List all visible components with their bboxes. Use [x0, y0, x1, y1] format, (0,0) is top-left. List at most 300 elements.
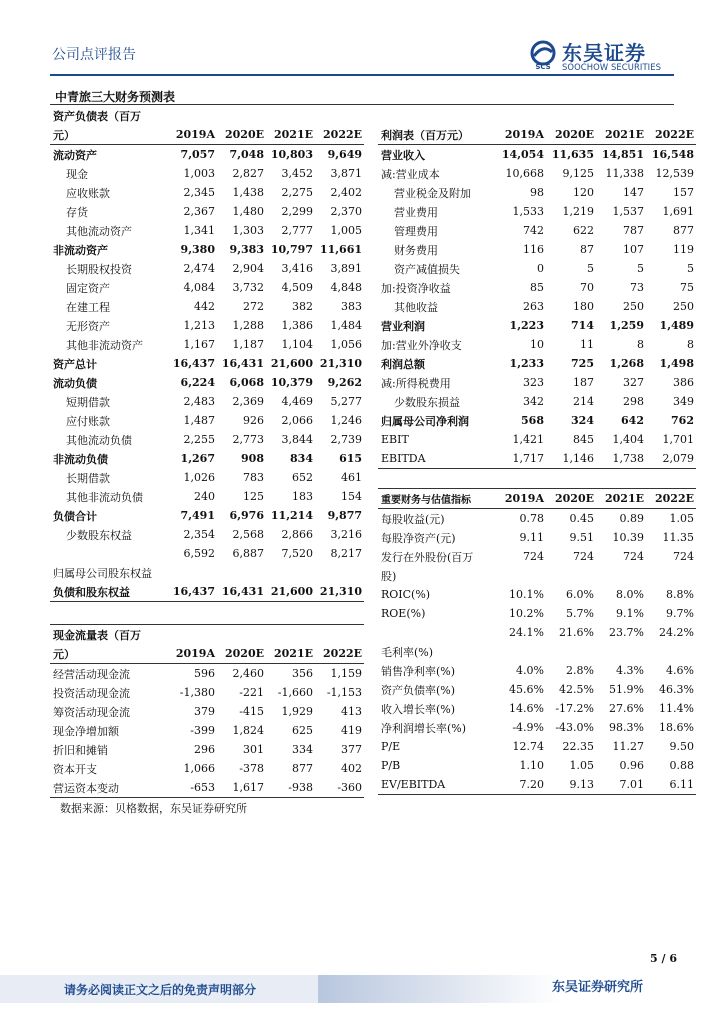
cell-value: 2,079 [646, 449, 696, 469]
row-label: 流动负债 [53, 376, 97, 390]
cell-value [315, 563, 364, 582]
table-row [378, 547, 696, 566]
cell-value: 8 [687, 338, 694, 351]
table-row [50, 297, 364, 316]
row-label: 每股净资产(元) [381, 531, 456, 545]
cell-value: 240 [194, 490, 215, 503]
cell-value: 725 [571, 357, 594, 370]
cell-value: 11,214 [270, 509, 313, 522]
cell-value: 1,246 [330, 414, 363, 427]
cell-value: 107 [623, 243, 644, 256]
row-label: 非流动负债 [53, 452, 108, 466]
cell-value: 4,848 [330, 281, 363, 294]
cell-value: 834 [290, 452, 313, 465]
cell-value: -1,660 [277, 686, 313, 699]
cell-value: 3,871 [330, 167, 363, 180]
cell-value: 1,005 [330, 224, 363, 237]
cell-value: 296 [194, 743, 215, 756]
row-label: 少数股东权益 [66, 528, 132, 542]
cell-value: 10,379 [270, 376, 313, 389]
cell-value: 16,437 [168, 582, 217, 602]
cell-value: 1,404 [612, 433, 644, 446]
cell-value: 349 [673, 395, 694, 408]
cell-value: 724 [523, 550, 544, 563]
cell-value: 323 [523, 376, 544, 389]
row-label: 财务费用 [394, 243, 438, 257]
table-row [378, 430, 696, 449]
cell-value: 2,904 [232, 262, 264, 275]
cell-value: 0.89 [619, 512, 644, 525]
row-label: 非流动资产 [53, 243, 108, 257]
cell-value: 4,084 [183, 281, 215, 294]
table-row [378, 145, 696, 165]
cell-value: 908 [241, 452, 264, 465]
cell-value: 14,054 [501, 148, 544, 161]
cell-value: 596 [194, 667, 215, 680]
table-row [50, 202, 364, 221]
cell-value: 1.05 [669, 512, 694, 525]
cell-value: 2,827 [232, 167, 264, 180]
cell-value: 327 [623, 376, 644, 389]
cell-value: 622 [573, 224, 594, 237]
row-label: 存货 [66, 205, 88, 219]
cell-value: 75 [680, 281, 694, 294]
table-row [50, 392, 364, 411]
table-row [50, 740, 364, 759]
row-label: 其他收益 [394, 300, 438, 314]
cell-value: 272 [243, 300, 264, 313]
cell-value: 11.4% [659, 702, 694, 715]
cell-value: 2,370 [330, 205, 363, 218]
table-row [50, 278, 364, 297]
cell-value: 9,262 [327, 376, 363, 389]
cell-value: 21,310 [319, 357, 363, 370]
year-header: 2021E [596, 489, 646, 509]
cash-flow-title-cont: 元） [50, 644, 168, 664]
cell-value: 73 [630, 281, 644, 294]
cell-value: 3,216 [330, 528, 363, 541]
cell-value: 3,844 [281, 433, 313, 446]
row-label: 现金净增加额 [53, 724, 119, 738]
year-header: 2022E [315, 644, 364, 664]
row-label [50, 544, 168, 563]
table-row [378, 585, 696, 604]
row-label: 营业收入 [381, 148, 425, 162]
cell-value: 9,380 [180, 243, 215, 256]
cell-value: 250 [623, 300, 644, 313]
cell-value: 7,491 [180, 509, 215, 522]
row-label: EBITDA [378, 449, 496, 469]
year-header: 2021E [596, 125, 646, 145]
table-row [378, 509, 696, 529]
income-statement-title: 利润表（百万元） [378, 125, 496, 145]
cell-value: 116 [523, 243, 544, 256]
cell-value: 652 [292, 471, 313, 484]
cell-value: 119 [673, 243, 694, 256]
cell-value: 1,487 [183, 414, 215, 427]
cell-value: 10 [530, 338, 544, 351]
year-header: 2020E [546, 125, 596, 145]
table-row [378, 240, 696, 259]
cell-value: 21,600 [270, 357, 313, 370]
cell-value: 4.6% [666, 664, 694, 677]
title-divider [50, 104, 674, 105]
cell-value: 180 [573, 300, 594, 313]
cell-value: 1,056 [330, 338, 363, 351]
header-divider [50, 74, 674, 76]
cell-value: 762 [671, 414, 694, 427]
cell-value: 11.27 [612, 740, 644, 753]
cell-value: 23.7% [609, 626, 644, 639]
cell-value [168, 563, 217, 582]
cell-value: -4.9% [512, 721, 544, 734]
row-label: 现金 [66, 167, 88, 181]
row-label: 减:营业成本 [381, 167, 440, 181]
row-label: 营业税金及附加 [394, 186, 471, 200]
cell-value: 377 [341, 743, 363, 756]
cell-value: 187 [573, 376, 594, 389]
table-row [378, 604, 696, 623]
table-row [378, 642, 696, 661]
cell-value: 1,386 [281, 319, 313, 332]
cell-value: 9.1% [616, 607, 644, 620]
table-row [378, 316, 696, 335]
cell-value: 2,367 [183, 205, 215, 218]
cell-value: 7.20 [496, 775, 546, 795]
table-row [50, 544, 364, 563]
cell-value: 1,223 [509, 319, 544, 332]
row-label: 营业费用 [394, 205, 438, 219]
cell-value: 1,484 [330, 319, 363, 332]
row-label: 应付账款 [66, 414, 110, 428]
cell-value: 9.13 [546, 775, 596, 795]
cell-value: 10,797 [270, 243, 313, 256]
cell-value: 4,509 [281, 281, 313, 294]
cell-value: 324 [571, 414, 594, 427]
table-row [50, 778, 364, 798]
table-row [50, 582, 364, 602]
cell-value: 2,773 [232, 433, 264, 446]
table-row [50, 145, 364, 165]
cell-value: 442 [194, 300, 215, 313]
cell-value: 16,431 [221, 357, 264, 370]
cell-value: 2,474 [183, 262, 215, 275]
row-label: 少数股东损益 [394, 395, 460, 409]
row-label: 负债合计 [53, 509, 97, 523]
row-label: 其他非流动资产 [66, 338, 143, 352]
cell-value: 1,489 [659, 319, 694, 332]
cell-value: 8.0% [616, 588, 644, 601]
cell-value: 10.1% [509, 588, 544, 601]
cell-value: 3,452 [281, 167, 313, 180]
table-row [50, 683, 364, 702]
cell-value: 120 [573, 186, 594, 199]
cell-value: -938 [266, 778, 315, 798]
logo-mark-text: SCS [535, 63, 551, 70]
cash-flow-table [50, 624, 364, 798]
cell-value: 724 [673, 550, 694, 563]
cell-value: 342 [523, 395, 544, 408]
cell-value: 16,548 [651, 148, 694, 161]
cell-value: 5.7% [566, 607, 594, 620]
row-label: 折旧和摊销 [53, 743, 108, 757]
cell-value [646, 566, 696, 585]
cell-value: 10.39 [612, 531, 644, 544]
cell-value: 356 [292, 667, 313, 680]
table-row [50, 506, 364, 525]
cell-value: 21,310 [315, 582, 364, 602]
cell-value: 382 [292, 300, 313, 313]
cell-value: 625 [292, 724, 313, 737]
cell-value: 0.88 [669, 759, 694, 772]
row-label: 其他非流动负债 [66, 490, 143, 504]
cell-value: 21.6% [559, 626, 594, 639]
cell-value: 6,068 [229, 376, 264, 389]
row-label: 销售净利率(%) [381, 664, 456, 678]
cell-value: 845 [573, 433, 594, 446]
cell-value: 0.96 [619, 759, 644, 772]
cell-value: 125 [243, 490, 264, 503]
cell-value: 2,866 [281, 528, 313, 541]
table-row [50, 430, 364, 449]
cell-value: 10,803 [270, 148, 313, 161]
cell-value: 6,887 [232, 547, 264, 560]
cell-value [496, 566, 546, 585]
cell-value: 85 [530, 281, 544, 294]
table-row [50, 411, 364, 430]
cell-value: 1,233 [509, 357, 544, 370]
cell-value: 3,891 [330, 262, 363, 275]
year-header: 2019A [496, 125, 546, 145]
cell-value: 11.35 [662, 531, 694, 544]
table-row [378, 718, 696, 737]
table-row [50, 183, 364, 202]
row-label: EBIT [381, 433, 409, 446]
table-row [378, 297, 696, 316]
cell-value: 46.3% [659, 683, 694, 696]
cell-value: -221 [239, 686, 264, 699]
cell-value: 1,341 [183, 224, 215, 237]
table-row [50, 354, 364, 373]
cell-value: 714 [571, 319, 594, 332]
cell-value: 5 [637, 262, 644, 275]
cell-value: 2,460 [232, 667, 264, 680]
cell-value: 2,777 [281, 224, 313, 237]
cell-value: -399 [190, 724, 215, 737]
table-row [50, 702, 364, 721]
cell-value: 2,369 [232, 395, 264, 408]
cell-value: 787 [623, 224, 644, 237]
cell-value: 1,691 [662, 205, 694, 218]
cell-value: 2,255 [183, 433, 215, 446]
cell-value: 1,159 [330, 667, 363, 680]
company-logo [528, 40, 678, 74]
cell-value: 24.1% [509, 626, 544, 639]
year-header: 2019A [168, 644, 217, 664]
cell-value: 383 [341, 300, 363, 313]
cell-value: 2,568 [232, 528, 264, 541]
cell-value: 9.51 [569, 531, 594, 544]
table-row [50, 373, 364, 392]
row-label: 长期借款 [66, 471, 110, 485]
cell-value: 6.0% [566, 588, 594, 601]
year-header: 2020E [546, 489, 596, 509]
cell-value: 461 [341, 471, 363, 484]
cell-value: 10,668 [505, 167, 544, 180]
cell-value: -17.2% [555, 702, 594, 715]
cell-value: -653 [168, 778, 217, 798]
cell-value: 12.74 [512, 740, 544, 753]
cell-value: 24.2% [659, 626, 694, 639]
row-label: 经营活动现金流 [53, 667, 130, 681]
cell-value: 2,299 [281, 205, 313, 218]
cell-value: -1,153 [326, 686, 363, 699]
cell-value: 98 [530, 186, 544, 199]
cell-value: 877 [673, 224, 694, 237]
row-label: 营运资本变动 [50, 778, 168, 798]
cell-value: 27.6% [609, 702, 644, 715]
cell-value: 70 [580, 281, 594, 294]
row-label: 长期股权投资 [66, 262, 132, 276]
table-row [378, 528, 696, 547]
row-label: 收入增长率(%) [381, 702, 456, 716]
cell-value: 16,431 [217, 582, 266, 602]
cell-value: -1,380 [179, 686, 215, 699]
cell-value: 11,635 [551, 148, 594, 161]
balance-sheet-table [50, 106, 364, 602]
year-header: 2019A [168, 125, 217, 145]
cell-value: 783 [243, 471, 264, 484]
cell-value: 2,275 [281, 186, 313, 199]
table-row [378, 449, 696, 469]
row-label: 净利润增长率(%) [381, 721, 467, 735]
cell-value: 1,824 [232, 724, 264, 737]
cell-value: 147 [623, 186, 644, 199]
cell-value: 9,877 [327, 509, 363, 522]
cell-value: 3,416 [281, 262, 313, 275]
cell-value: 1,259 [609, 319, 644, 332]
year-header: 2020E [217, 644, 266, 664]
cell-value: 568 [521, 414, 544, 427]
cell-value: 877 [292, 762, 313, 775]
cell-value: 724 [623, 550, 644, 563]
row-label: 每股收益(元) [381, 512, 445, 526]
table-row [50, 316, 364, 335]
row-label: 资产负债率(%) [381, 683, 456, 697]
cell-value: 1,438 [232, 186, 264, 199]
cell-value: 3,732 [232, 281, 264, 294]
cell-value: 1,026 [183, 471, 215, 484]
year-header: 2022E [646, 125, 696, 145]
cell-value: 1.05 [569, 759, 594, 772]
cell-value: 250 [673, 300, 694, 313]
cell-value: -43.0% [555, 721, 594, 734]
footer-company: 东吴证券研究所 [552, 980, 644, 995]
table-row [378, 373, 696, 392]
row-label: 归属母公司净利润 [381, 414, 469, 428]
cell-value [546, 566, 596, 585]
key-metrics-table [378, 488, 696, 795]
cell-value [217, 563, 266, 582]
data-source-note: 数据来源：贝格数据，东吴证券研究所 [60, 802, 247, 815]
cell-value: 2,402 [330, 186, 363, 199]
cell-value: 1,717 [496, 449, 546, 469]
cell-value: 18.6% [659, 721, 694, 734]
cell-value: 45.6% [509, 683, 544, 696]
logo-chinese-name: 东吴证券 [562, 41, 646, 65]
table-row [378, 566, 696, 585]
table-row [378, 775, 696, 795]
cell-value: 9,383 [229, 243, 264, 256]
table-row [378, 411, 696, 430]
row-label: 负债和股东权益 [50, 582, 168, 602]
table-row [50, 664, 364, 684]
cell-value: 11 [580, 338, 594, 351]
row-label: 其他流动资产 [66, 224, 132, 238]
cell-value: 301 [243, 743, 264, 756]
cell-value: 1,498 [659, 357, 694, 370]
cell-value: 6,224 [180, 376, 215, 389]
cell-value: -360 [315, 778, 364, 798]
cell-value: 157 [673, 186, 694, 199]
row-label: 在建工程 [66, 300, 110, 314]
cell-value: 0.78 [519, 512, 544, 525]
cell-value: 9,125 [562, 167, 594, 180]
footer-right-panel [318, 975, 724, 1003]
balance-sheet-title-cont: 元） [50, 125, 168, 145]
cell-value [496, 642, 546, 661]
row-label: 短期借款 [66, 395, 110, 409]
row-label: 营业利润 [381, 319, 425, 333]
table-row [50, 721, 364, 740]
table-row [378, 335, 696, 354]
cell-value: 8.8% [666, 588, 694, 601]
cell-value: 402 [341, 762, 363, 775]
cell-value: 1,187 [232, 338, 264, 351]
income-statement-table [378, 125, 696, 469]
cell-value: 2,354 [183, 528, 215, 541]
cell-value: 8 [637, 338, 644, 351]
row-label: 投资活动现金流 [53, 686, 130, 700]
cell-value: 0.45 [569, 512, 594, 525]
table-row [378, 259, 696, 278]
cell-value [546, 642, 596, 661]
cell-value: 2,345 [183, 186, 215, 199]
cell-value: 6.11 [646, 775, 696, 795]
cell-value: 4.0% [516, 664, 544, 677]
cell-value: 1.10 [519, 759, 544, 772]
row-label: 管理费用 [394, 224, 438, 238]
row-label [378, 623, 496, 642]
table-row [378, 354, 696, 373]
cell-value: 5 [687, 262, 694, 275]
cell-value: 4.3% [616, 664, 644, 677]
table-row [50, 335, 364, 354]
cell-value: 926 [243, 414, 264, 427]
row-label: 毛利率(%) [381, 645, 434, 659]
cell-value [596, 566, 646, 585]
cell-value: 214 [573, 395, 594, 408]
table-row [50, 259, 364, 278]
row-label: 加:营业外净收支 [381, 338, 462, 352]
row-label: EV/EBITDA [378, 775, 496, 795]
cell-value: 1,066 [183, 762, 215, 775]
table-row [50, 563, 364, 582]
row-label: 加:投资净收益 [381, 281, 451, 295]
table-row [378, 680, 696, 699]
cell-value: 379 [194, 705, 215, 718]
cell-value: 98.3% [609, 721, 644, 734]
